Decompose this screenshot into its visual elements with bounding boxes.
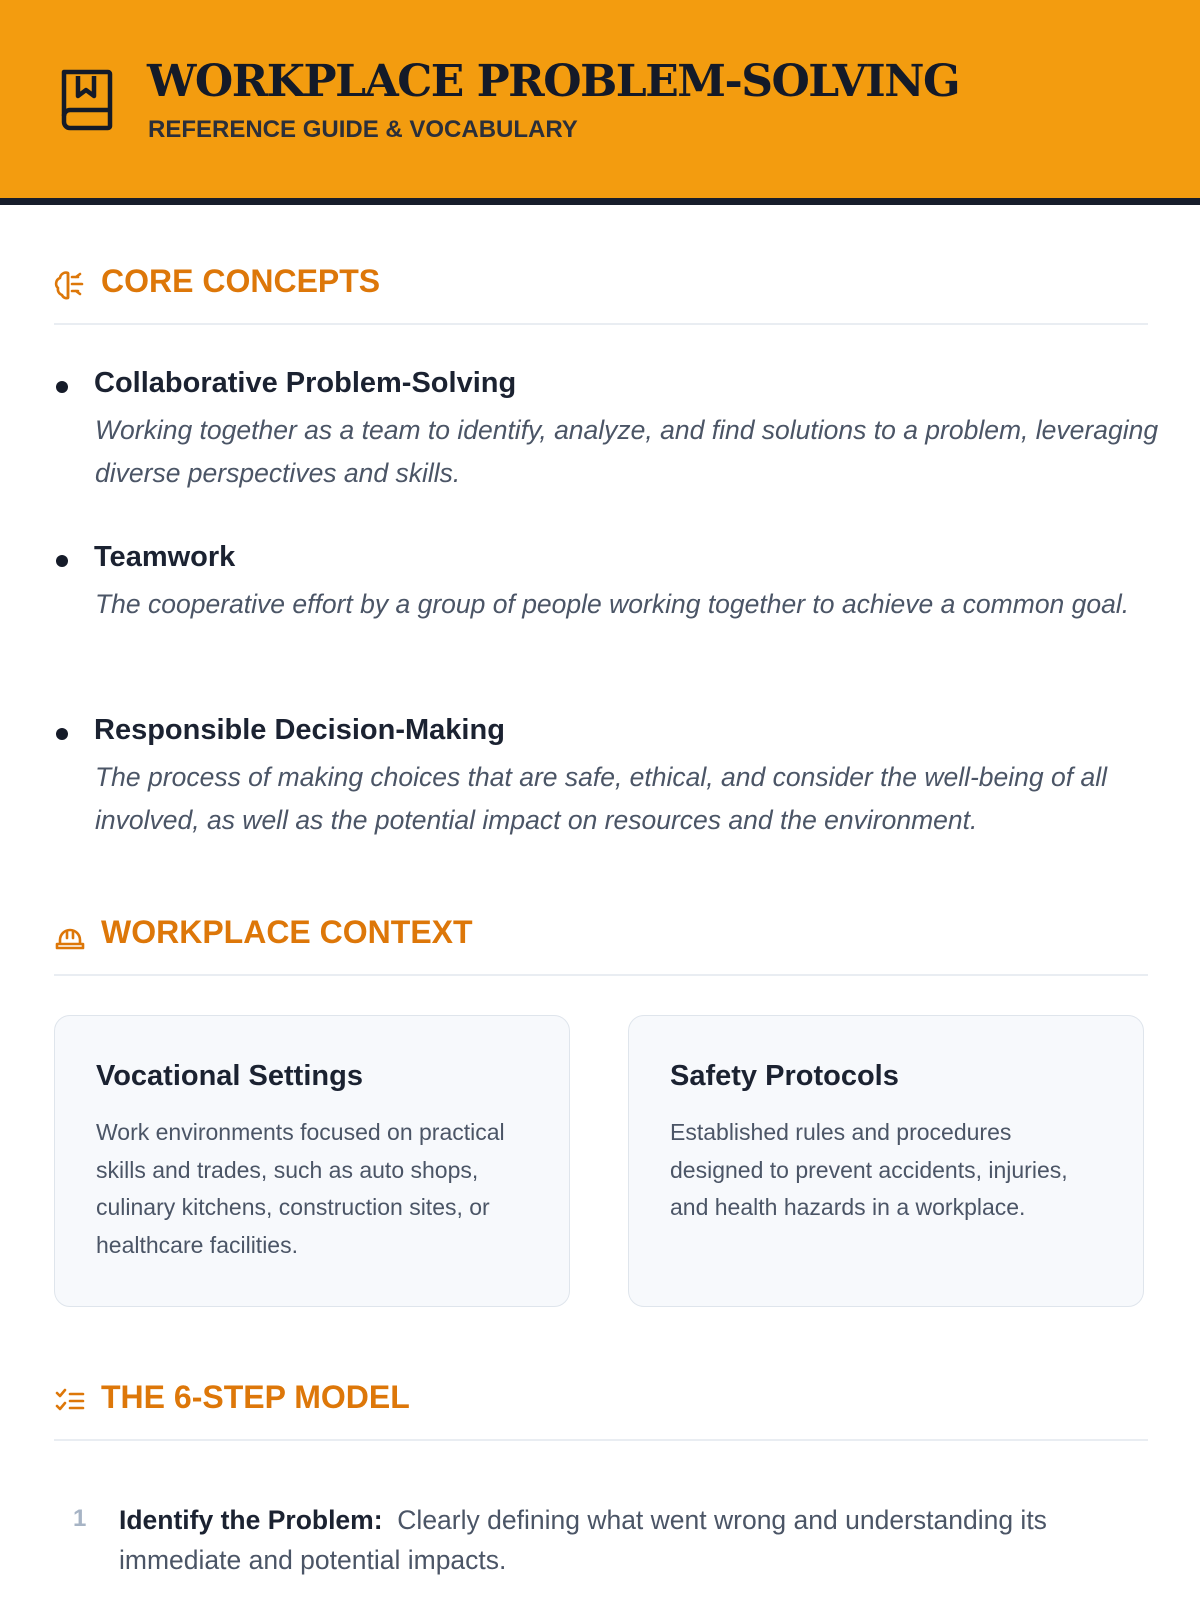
concept-definition: The process of making choices that are safe, ethical, and consider the well-being of all involved, as well as the potential impact on resources and the environment. <box>95 762 1107 835</box>
page-header <box>0 0 1200 205</box>
section-workplace-context <box>54 904 1148 976</box>
step-description: Clearly defining what went wrong and understanding its immediate and potential impacts. <box>119 1505 1047 1575</box>
bullet <box>56 381 68 393</box>
section-title: CORE CONCEPTS <box>101 263 381 299</box>
concept-term: Teamwork <box>94 541 236 573</box>
brain-icon <box>54 269 86 301</box>
checklist-icon <box>54 1385 86 1417</box>
concept-term: Collaborative Problem-Solving <box>94 367 517 399</box>
page-title: WORKPLACE PROBLEM-SOLVING <box>147 56 960 107</box>
card-body: Established rules and procedures designed to prevent accidents, injuries, and health hazards in a workplace. <box>670 1119 1068 1220</box>
bullet <box>56 728 68 740</box>
page-subtitle: REFERENCE GUIDE & VOCABULARY <box>148 116 578 143</box>
hard-hat-icon <box>54 920 86 952</box>
bullet <box>56 555 68 567</box>
step-number: 1 <box>73 1505 87 1532</box>
concept-definition: The cooperative effort by a group of people working together to achieve a common goal. <box>95 589 1130 619</box>
section-step-model <box>54 1369 1148 1441</box>
context-card <box>628 1015 1144 1307</box>
section-title: WORKPLACE CONTEXT <box>101 914 473 950</box>
section-core-concepts <box>54 253 1148 325</box>
step-label: Identify the Problem: <box>119 1505 383 1535</box>
card-title: Vocational Settings <box>96 1060 363 1092</box>
section-title: THE 6-STEP MODEL <box>101 1379 410 1415</box>
book-icon <box>58 66 116 134</box>
context-card <box>54 1015 570 1307</box>
step-text <box>119 1500 1129 1580</box>
concept-definition: Working together as a team to identify, analyze, and find solutions to a problem, leveraging diverse perspectives and skills. <box>95 415 1159 488</box>
card-body: Work environments focused on practical skills and trades, such as auto shops, culinary kitchens, construction sites, or healthcare facilities. <box>96 1119 505 1258</box>
card-title: Safety Protocols <box>670 1060 899 1092</box>
concept-term: Responsible Decision-Making <box>94 714 505 746</box>
